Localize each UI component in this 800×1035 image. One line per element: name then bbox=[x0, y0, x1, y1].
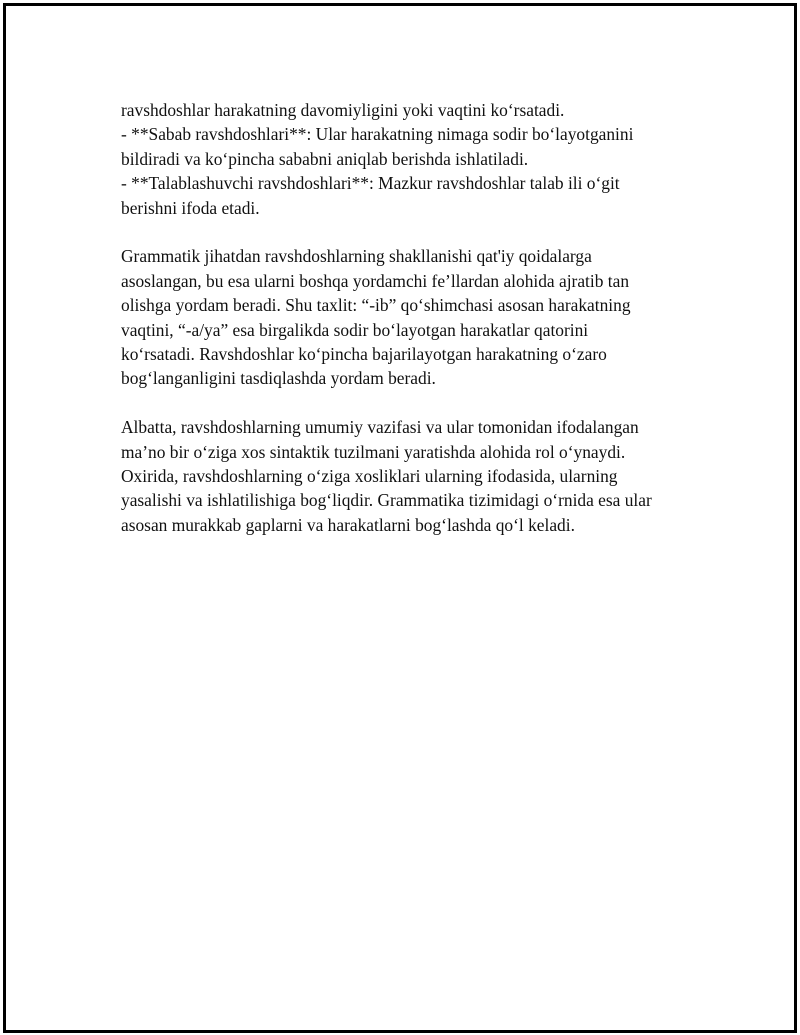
text-line: yasalishi va ishlatilishiga bog‘liqdir. Grammatika tizimidagi o‘rnida esa ular bbox=[121, 490, 652, 511]
paragraph-3 bbox=[121, 415, 711, 537]
text-line: berishni ifoda etadi. bbox=[121, 197, 260, 218]
text-line: bildiradi va ko‘pincha sababni aniqlab berishda ishlatiladi. bbox=[121, 148, 529, 169]
text-line: - **Talablashuvchi ravshdoshlari**: Mazkur ravshdoshlar talab ili o‘git bbox=[121, 173, 620, 194]
text-line: - **Sabab ravshdoshlari**: Ular harakatning nimaga sodir bo‘layotganini bbox=[121, 124, 634, 145]
text-line: Albatta, ravshdoshlarning umumiy vazifasi va ular tomonidan ifodalangan bbox=[121, 417, 639, 438]
text-line: asoslangan, bu esa ularni boshqa yordamchi fe’llardan alohida ajratib tan bbox=[121, 270, 630, 291]
text-line: Grammatik jihatdan ravshdoshlarning shakllanishi qat'iy qoidalarga bbox=[121, 246, 592, 267]
paragraph-1 bbox=[121, 98, 711, 220]
page-frame bbox=[3, 3, 797, 1033]
text-line: olishga yordam beradi. Shu taxlit: “-ib” qo‘shimchasi asosan harakatning bbox=[121, 295, 631, 316]
text-line: vaqtini, “-a/ya” esa birgalikda sodir bo‘layotgan harakatlar qatorini bbox=[121, 319, 589, 340]
text-line: ko‘rsatadi. Ravshdoshlar ko‘pincha bajarilayotgan harakatning o‘zaro bbox=[121, 344, 607, 365]
document-body bbox=[121, 98, 711, 562]
text-line: bog‘langanligini tasdiqlashda yordam beradi. bbox=[121, 368, 436, 389]
text-line: asosan murakkab gaplarni va harakatlarni bog‘lashda qo‘l keladi. bbox=[121, 514, 575, 535]
text-line: Oxirida, ravshdoshlarning o‘ziga xosliklari ularning ifodasida, ularning bbox=[121, 466, 618, 487]
text-line: ravshdoshlar harakatning davomiyligini yoki vaqtini ko‘rsatadi. bbox=[121, 100, 565, 120]
paragraph-2 bbox=[121, 244, 711, 390]
text-line: ma’no bir o‘ziga xos sintaktik tuzilmani yaratishda alohida rol o‘ynaydi. bbox=[121, 441, 626, 462]
